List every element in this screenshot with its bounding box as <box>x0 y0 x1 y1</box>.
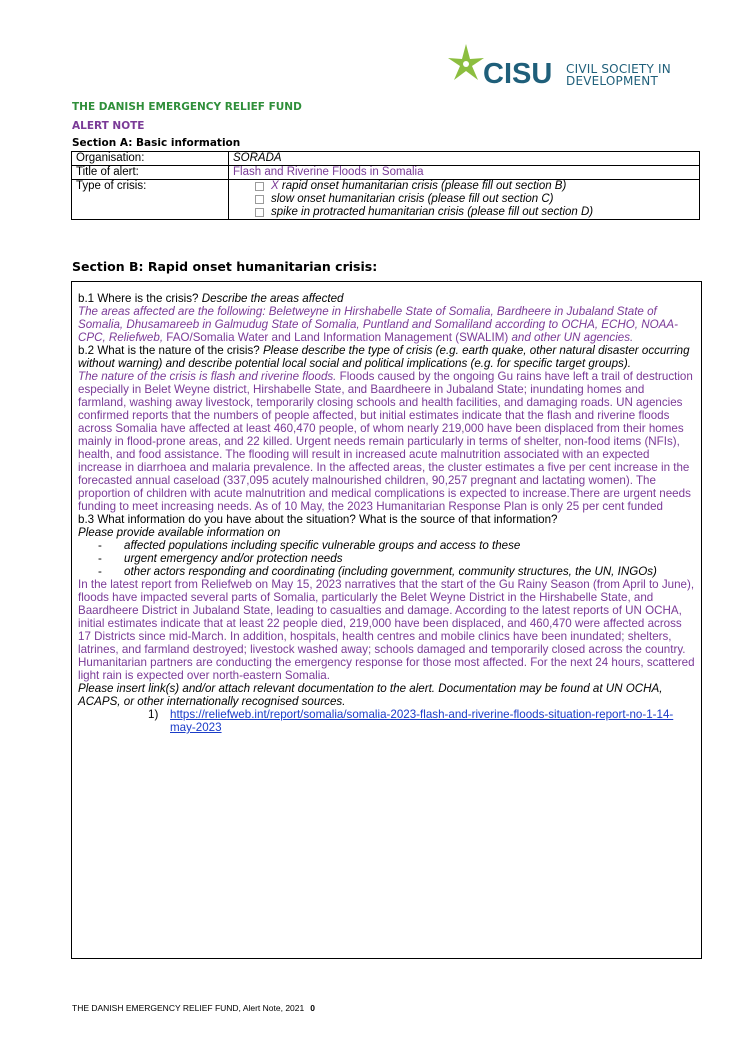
bullet-dash: - <box>98 552 102 565</box>
b3-answer: In the latest report from Reliefweb on May 15, 2023 narratives that the start of the Gu Rainy Season (from April to June), floods have impacted several parts of Somalia, particularly the Belet Weyne District in the Hirshabelle State, and Baardheere District in Jubaland State, leading to casualties and damage. According to the latest reports of UN OCHA, initial estimates indicate that at least 22 people died, 219,000 have been displaced, and 460,470 were affected across 17 Districts since mid-March. In addition, hospitals, health centres and mobile clinics have been inundated; shelters, latrines, and farmland destroyed; livestock washed away; schools damaged and temporarily closed across the country. Humanitarian partners are conducting the emergency response for those most affected. For the next 24 hours, scattered light rain is expected over north-eastern Somalia. <box>78 578 695 682</box>
option-slow-onset <box>249 193 695 206</box>
bullet-dash: - <box>98 539 102 552</box>
b1-answer-swalim: FAO/Somalia Water and Land Information Management (SWALIM) <box>166 331 509 344</box>
fund-title: THE DANISH EMERGENCY RELIEF FUND <box>72 101 302 113</box>
table-row <box>72 152 700 166</box>
option-spike-protracted <box>249 206 695 219</box>
list-item <box>78 552 695 565</box>
option-slow-onset-label: slow onset humanitarian crisis (please fill out section C) <box>271 193 554 205</box>
b3-question: b.3 What information do you have about the situation? What is the source of that information? <box>78 513 558 526</box>
logo-line1: CIVIL SOCIETY IN <box>566 62 671 76</box>
b2-question-text: b.2 What is the nature of the crisis? <box>78 344 263 357</box>
footer-text: THE DANISH EMERGENCY RELIEF FUND, Alert Note, 2021 <box>72 1003 305 1013</box>
section-b-box <box>71 281 702 959</box>
type-options <box>229 180 700 220</box>
b1-question-hint: Describe the areas affected <box>201 292 344 305</box>
checkbox-icon <box>255 195 264 204</box>
b1-question <box>78 292 695 305</box>
list-item <box>78 565 695 578</box>
title-value: Flash and Riverine Floods in Somalia <box>229 166 700 180</box>
bullet-text: affected populations including specific vulnerable groups and access to these <box>124 539 521 552</box>
b1-question-text: b.1 Where is the crisis? <box>78 292 202 305</box>
b2-answer-text: Floods caused by the ongoing Gu rains have left a trail of destruction especially in Belet Weyne district, Hirshabelle State, and Baardheere in Jubaland State; inundating homes and farmland, washing away livestock, temporarily closing schools and health facilities, and damaging roads. UN agencies confirmed reports that the numbers of people affected, but initial estimates indicate that the flash and riverine floods across Somalia have affected at least 460,470 people, of whom nearly 219,000 have been displaced from their homes mainly in flood-prone areas, and 22 killed. Urgent needs remain particularly in terms of shelter, non-food items (NFIs), health, and food assistance. The flooding will result in increased acute malnutrition associated with an expected increase in diarrhoea and malaria prevalence. In the affected areas, the cluster estimates a five per cent increase in the forecasted annual caseload (337,095 acutely malnourished children, 90,257 pregnant and lactating women). The proportion of children with acute malnutrition and medical complications is expected to increase.There are urgent needs funding to meet increasing needs. As of 10 May, the 2023 Humanitarian Response Plan is only 25 per cent funded <box>78 370 693 513</box>
reliefweb-report-link[interactable]: https://reliefweb.int/report/somalia/somalia-2023-flash-and-riverine-floods-situation-report-no-1-14-may-2023 <box>170 708 674 734</box>
b2-answer-lead: The nature of the crisis is flash and riverine floods. <box>78 370 337 383</box>
b2-question <box>78 344 695 370</box>
link-list-item <box>78 708 695 734</box>
alert-note-title: ALERT NOTE <box>72 120 145 132</box>
page-footer <box>72 1003 315 1013</box>
links-note: Please insert link(s) and/or attach relevant documentation to the alert. Documentation may be found at UN OCHA, ACAPS, or other internationally recognised sources. <box>78 682 663 708</box>
checkbox-icon <box>255 182 264 191</box>
option-spike-label: spike in protracted humanitarian crisis (please fill out section D) <box>271 206 594 218</box>
b2-question-hint: Please describe the type of crisis (e.g. earth quake, other natural disaster occurring without warning) and describe potential local social and political implications (e.g. for specific target groups). <box>78 344 690 370</box>
org-value: SORADA <box>229 152 700 166</box>
title-label: Title of alert: <box>72 166 229 180</box>
logo-wordmark: CISU <box>483 58 553 90</box>
b3-bullet-list <box>78 539 695 578</box>
page-number: 0 <box>310 1003 315 1013</box>
bullet-text: other actors responding and coordinating (including government, community structures, the UN, INGOs) <box>124 565 657 578</box>
logo-subtitle <box>566 63 671 87</box>
section-b-title: Section B: Rapid onset humanitarian crisis: <box>72 259 378 274</box>
logo-line2: DEVELOPMENT <box>566 74 658 88</box>
table-row <box>72 166 700 180</box>
option-mark: X <box>271 180 279 192</box>
option-rapid-onset <box>249 180 695 193</box>
org-label: Organisation: <box>72 152 229 166</box>
bullet-dash: - <box>98 565 102 578</box>
basic-info-table <box>71 151 700 220</box>
list-item <box>78 539 695 552</box>
table-row <box>72 180 700 220</box>
bullet-text: urgent emergency and/or protection needs <box>124 552 343 565</box>
checkbox-icon <box>255 208 264 217</box>
b3-question-hint: Please provide available information on <box>78 526 281 539</box>
b2-answer <box>78 370 695 513</box>
b1-answer <box>78 305 695 344</box>
link-number: 1) <box>148 708 159 721</box>
section-a-title: Section A: Basic information <box>72 137 241 149</box>
b1-answer-end: and other UN agencies. <box>508 331 634 344</box>
option-rapid-onset-label: rapid onset humanitarian crisis (please fill out section B) <box>278 180 567 192</box>
type-label: Type of crisis: <box>72 180 229 220</box>
b1-answer-text: The areas affected are the following: Beletweyne in Hirshabelle State of Somalia, Bardheere in Jubaland State of Somalia, Dhusamareeb in Galmudug State of Somalia, Puntland and Somaliland according to OCHA, ECHO, NOAA-CPC, Reliefweb, <box>78 305 678 344</box>
